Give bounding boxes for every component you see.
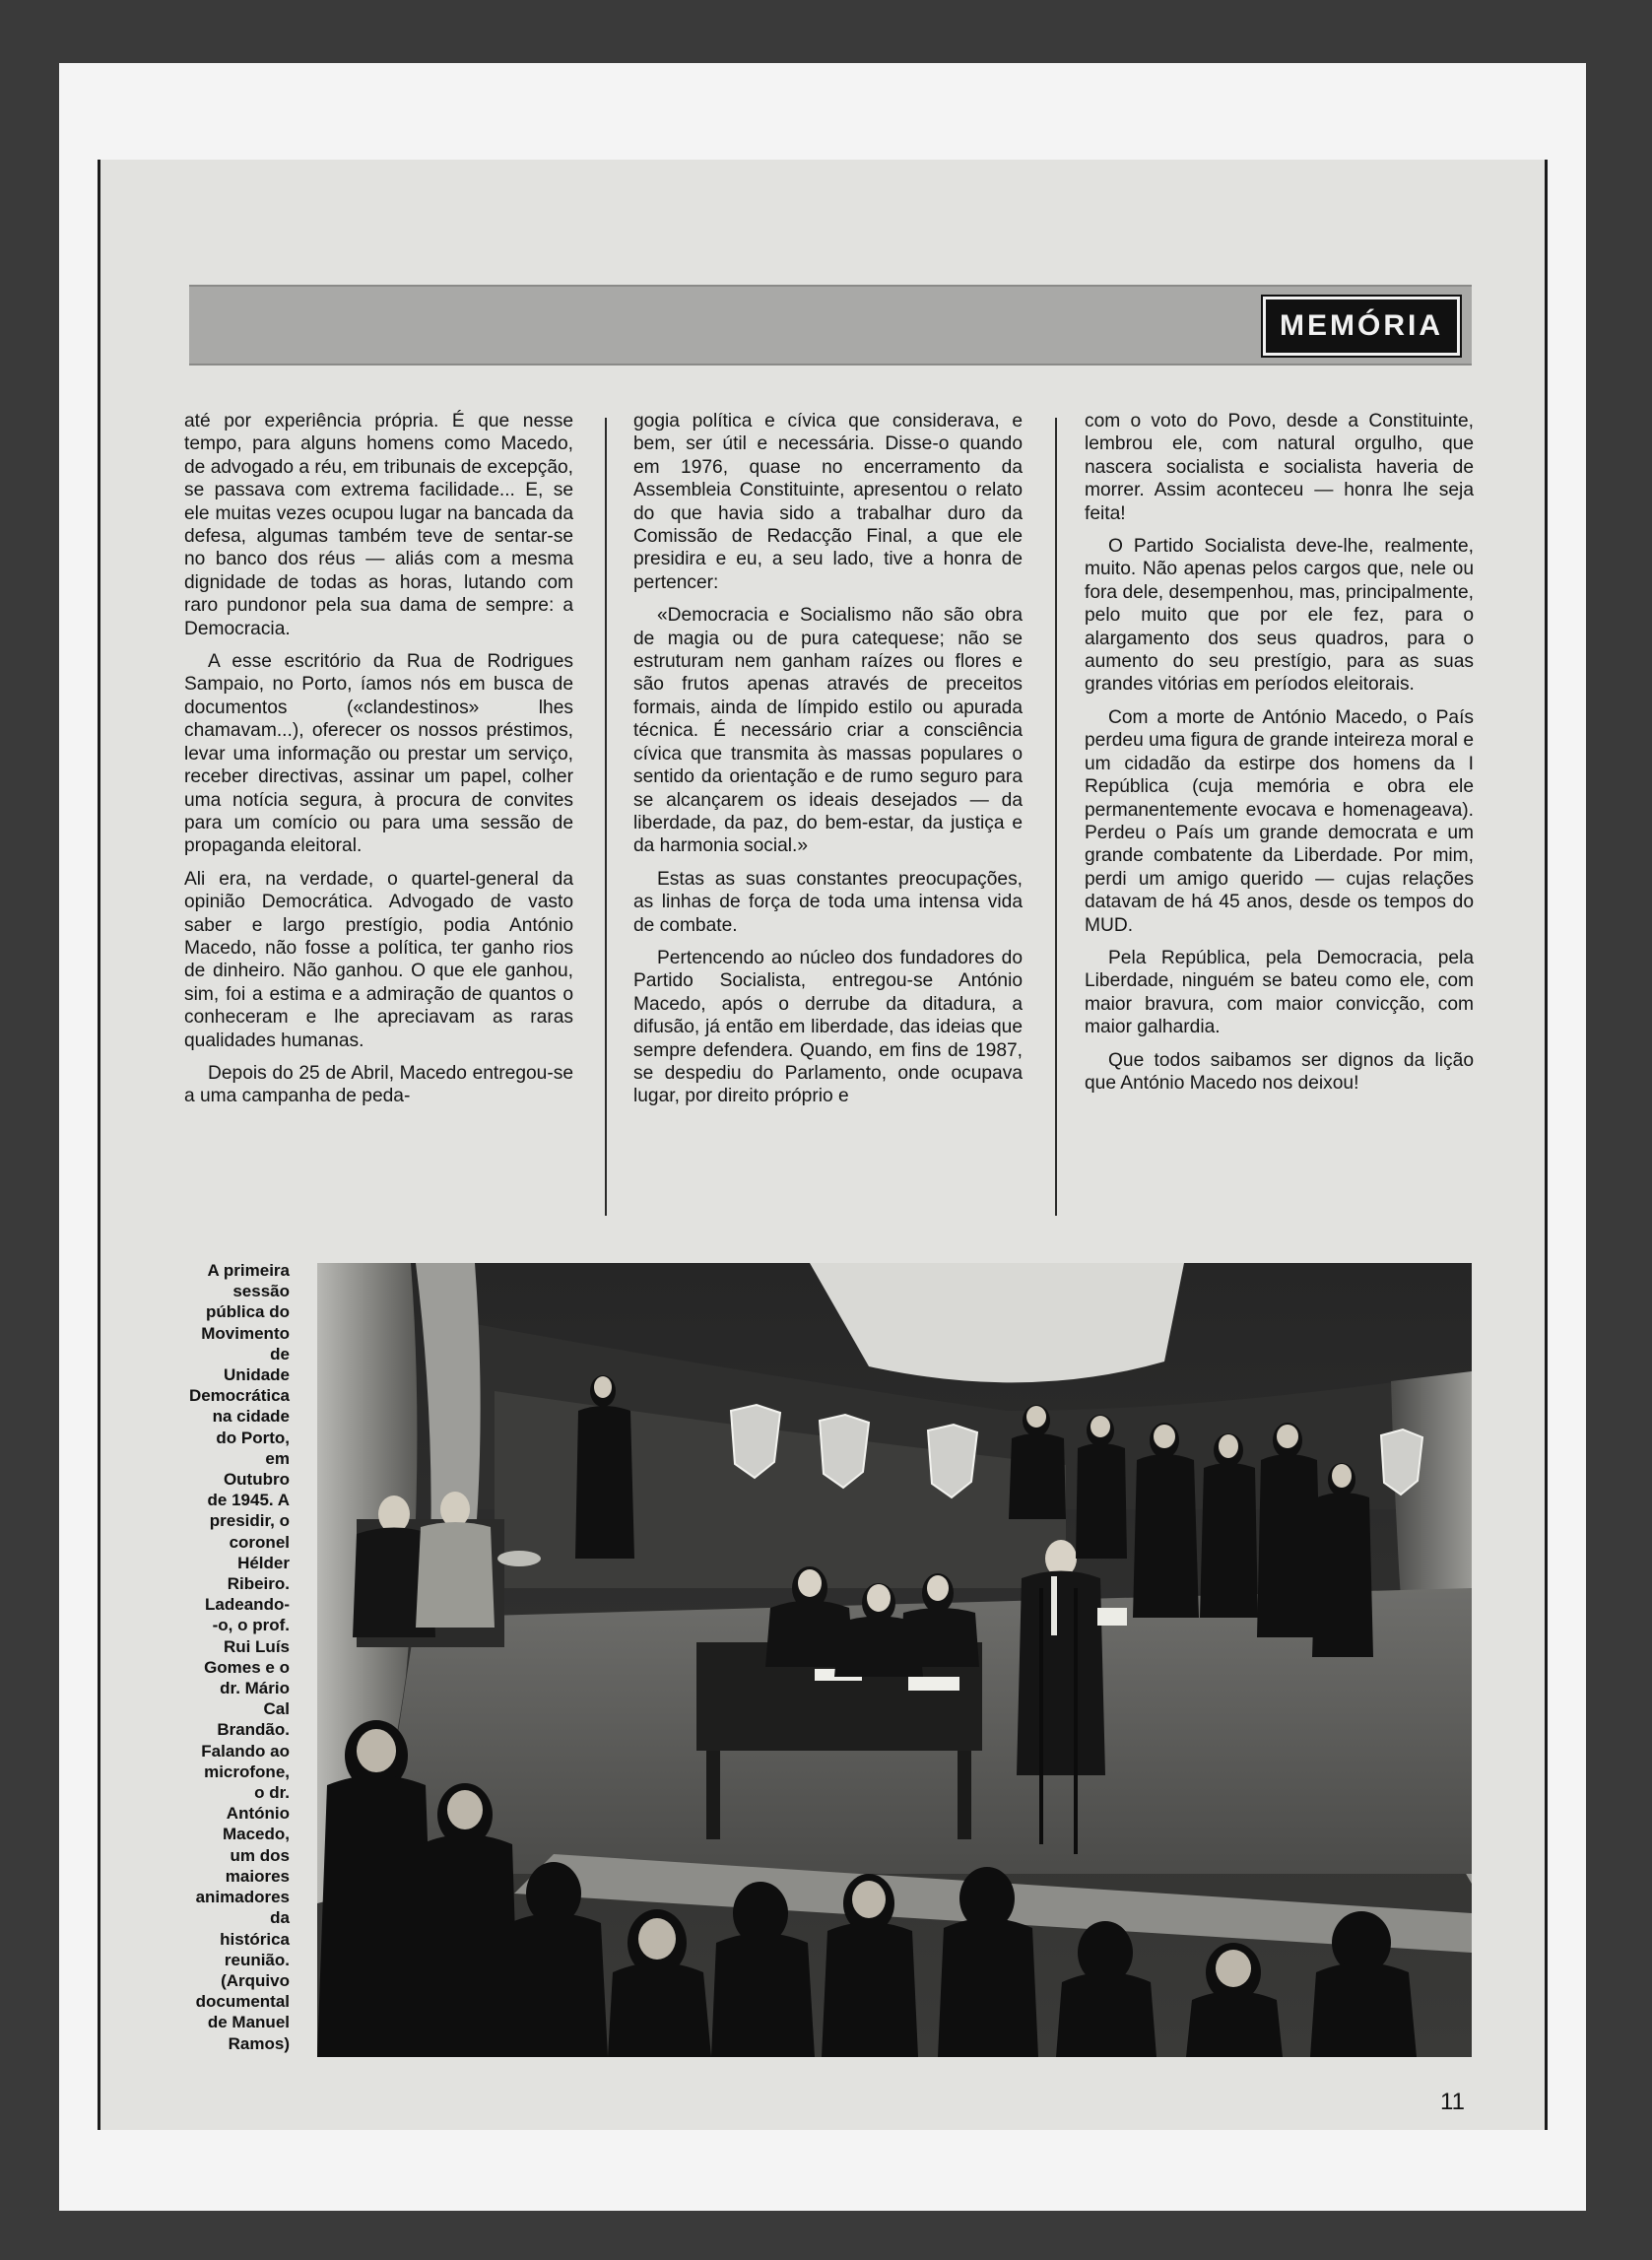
article-paragraph: Com a morte de António Macedo, o País perdeu uma figura de grande inteireza moral e um cidadão da estirpe dos homens da I República (cuja memória e obra ele permanentemente evocava e homenageava). Perdeu o País um grande democrata e um grande combatente da Liberdade. Por mim, perdi um amigo querido — cujas relações datavam de há 45 anos, desde os tempos do MUD. <box>1085 706 1474 936</box>
article-paragraph: até por experiência própria. É que nesse tempo, para alguns homens como Macedo, de advogado a réu, em tribunais de excepção, se passava com extrema facilidade... E, se ele muitas vezes ocupou lugar na bancada da defesa, algumas também teve de sentar-se no banco dos réus — aliás com a mesma dignidade de todas as horas, lutando com raro pundonor pela sua dama de sempre: a Democracia. <box>184 411 573 639</box>
article-paragraph: Depois do 25 de Abril, Macedo entregou-se a uma campanha de peda- <box>184 1062 573 1107</box>
quoted-speech: «Democracia e Socialismo não são obra de magia ou de pura catequese; não se estruturam nem ganham raízes ou flores e são frutos apenas através de preceitos formais, ainda de límpido estilo ou apurada técnica. É necessário criar a consciência cívica que transmita às massas populares o sentido da orientação e de rumo seguro para se alcançarem os ideais desejados — da liberdade, da paz, do bem-estar, da justiça e da harmonia social.» <box>633 605 1023 857</box>
section-label: MEMÓRIA <box>1263 297 1460 356</box>
article-paragraph: Estas as suas constantes preocupações, as linhas de força de toda uma intensa vida de combate. <box>633 868 1023 936</box>
meeting-photo-image <box>317 1263 1472 2057</box>
article-paragraph: Ali era, na verdade, o quartel-general da opinião Democrática. Advogado de vasto saber e largo prestígio, podia António Macedo, não fosse a política, ter ganho rios de dinheiro. Não ganhou. O que ele ganhou, sim, foi a estima e a admiração de quantos o conheceram e lhe apreciavam as raras qualidades humanas. <box>184 868 573 1051</box>
page-number: 11 <box>1440 2089 1465 2115</box>
historical-photo <box>317 1263 1472 2057</box>
photo-caption: A primeira sessão pública do Movimento de Unidade Democrática na cidade do Porto, em Outubro de 1945. A presidir, o coronel Hélder Ribeiro. Ladeando- -o, o prof. Rui Luís Gomes e o dr. Mário Cal Brandão. Falando ao microfone, o dr. António Macedo, um dos maiores animadores da histórica reunião. (Arquivo documental de Manuel Ramos) <box>188 1261 290 2053</box>
bleed-through-text <box>248 2075 455 2104</box>
column-divider <box>1055 418 1057 1216</box>
article-column-1 <box>184 410 573 1118</box>
magazine-page <box>98 160 1548 2130</box>
article-paragraph: Pertencendo ao núcleo dos fundadores do Partido Socialista, entregou-se António Macedo, após o derrube da ditadura, a difusão, já então em liberdade, das ideias que sempre defendera. Quando, em fins de 1987, se despediu do Parlamento, onde ocupava lugar, por direito próprio e <box>633 947 1023 1107</box>
article-paragraph: O Partido Socialista deve-lhe, realmente, muito. Não apenas pelos cargos que, nele ou fora dele, desempenhou, mas, principalmente, pelo muito que por ele fez, para o alargamento dos seus quadros, para o aumento do seu prestígio, para as suas grandes vitórias em períodos eleitorais. <box>1085 536 1474 696</box>
article-column-3 <box>1085 410 1474 1104</box>
article-paragraph: Que todos saibamos ser dignos da lição que António Macedo nos deixou! <box>1085 1049 1474 1094</box>
section-header-band <box>189 285 1472 366</box>
article-paragraph: Pela República, pela Democracia, pela Liberdade, ninguém se bateu como ele, com maior bravura, com maior convicção, com maior galhardia. <box>1085 947 1474 1038</box>
article-paragraph: A esse escritório da Rua de Rodrigues Sampaio, no Porto, íamos nós em busca de documentos («clandestinos» lhes chamavam...), oferecer os nossos préstimos, levar uma informação ou prestar um serviço, receber directivas, assinar um papel, colher uma notícia segura, à procura de convites para um comício ou para uma sessão de propaganda eleitoral. <box>184 651 573 857</box>
article-body <box>184 410 1475 1228</box>
column-divider <box>605 418 607 1216</box>
article-paragraph: com o voto do Povo, desde a Constituinte, lembrou ele, com natural orgulho, que nascera socialista e socialista haveria de morrer. Assim aconteceu — honra lhe seja feita! <box>1085 411 1474 524</box>
article-paragraph: gogia política e cívica que considerava, e bem, ser útil e necessária. Disse-o quando em 1976, quase no encerramento da Assembleia Constituinte, apresentou o relato do que havia sido a trabalhar duro da Comissão de Redacção Final, a que ele presidira e eu, a seu lado, tive a honra de pertencer: <box>633 411 1023 593</box>
article-column-2 <box>633 410 1023 1118</box>
